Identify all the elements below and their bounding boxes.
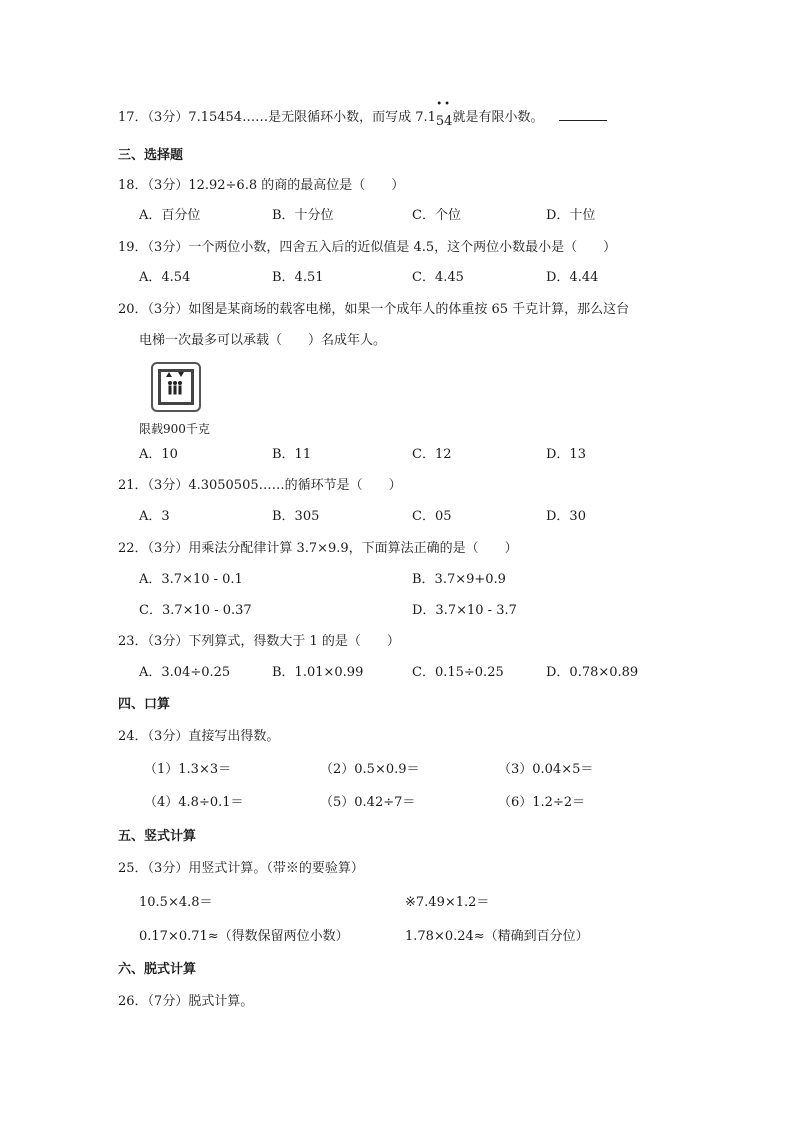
section-6-heading: 六、脱式计算	[118, 962, 197, 977]
q25-item-1: 10.5×4.8＝	[139, 895, 213, 910]
q20-option-a[interactable]: A．10	[139, 447, 178, 462]
q23-option-b[interactable]: B．1.01×0.99	[272, 665, 364, 680]
q17-text-a: 17．（3分）7.15454……是无限循环小数，而写成 7.1	[118, 110, 436, 125]
q21-option-d[interactable]: D．30	[546, 509, 586, 524]
q26-stem: 26．（7分）脱式计算。	[118, 994, 254, 1009]
q25-item-2: ※7.49×1.2＝	[405, 895, 490, 910]
q18-option-d[interactable]: D．十位	[546, 208, 596, 223]
q19-stem: 19．（3分）一个两位小数，四舍五入后的近似值是 4.5，这个两位小数最小是（ ）	[118, 240, 617, 255]
q25-stem: 25．（3分）用竖式计算。（带※的要验算）	[118, 861, 364, 876]
q20-stem-line2: 电梯一次最多可以承载（ ）名成年人。	[139, 333, 387, 348]
q19-option-b[interactable]: B．4.51	[272, 270, 324, 285]
repeating-digits	[435, 99, 453, 129]
q18-option-a[interactable]: A．百分位	[139, 208, 201, 223]
q23-stem: 23．（3分）下列算式，得数大于 1 的是（ ）	[118, 634, 400, 649]
q21-option-c[interactable]: C．05	[412, 509, 452, 524]
q21-option-b[interactable]: B．305	[272, 509, 320, 524]
q17-answer-blank[interactable]	[559, 108, 607, 121]
elevator-caption: 限载900千克	[139, 422, 210, 436]
section-5-heading: 五、竖式计算	[118, 829, 197, 844]
q24-item-3: （3）0.04×5＝	[498, 762, 594, 777]
q22-option-b[interactable]: B．3.7×9+0.9	[412, 572, 506, 587]
elevator-icon	[151, 362, 201, 412]
q20-option-d[interactable]: D．13	[546, 447, 586, 462]
q24-stem: 24．（3分）直接写出得数。	[118, 729, 280, 744]
section-4-heading: 四、口算	[118, 697, 171, 712]
q24-item-1: （1）1.3×3＝	[144, 762, 232, 777]
q24-item-4: （4）4.8÷0.1＝	[144, 795, 244, 810]
q24-item-5: （5）0.42÷7＝	[320, 795, 416, 810]
q22-option-c[interactable]: C．3.7×10 - 0.37	[139, 603, 252, 618]
q23-option-c[interactable]: C．0.15÷0.25	[412, 665, 504, 680]
q18-option-b[interactable]: B．十分位	[272, 208, 334, 223]
q20-option-c[interactable]: C．12	[412, 447, 452, 462]
q23-option-d[interactable]: D．0.78×0.89	[546, 665, 639, 680]
q24-item-6: （6）1.2÷2＝	[498, 795, 586, 810]
question-17	[118, 99, 607, 129]
q19-option-c[interactable]: C．4.45	[412, 270, 464, 285]
q22-stem: 22．（3分）用乘法分配律计算 3.7×9.9，下面算法正确的是（ ）	[118, 541, 518, 556]
repeat-digits-text: 54	[435, 114, 453, 129]
q21-stem: 21．（3分）4.3050505……的循环节是（ ）	[118, 478, 402, 493]
q25-item-4: 1.78×0.24≈（精确到百分位）	[405, 929, 589, 944]
q17-text-b: 就是有限小数。	[452, 110, 544, 125]
q20-stem-line1: 20．（3分）如图是某商场的载客电梯，如果一个成年人的体重按 65 千克计算，那么这台	[118, 302, 630, 317]
section-3-heading: 三、选择题	[118, 148, 184, 163]
q23-option-a[interactable]: A．3.04÷0.25	[139, 665, 231, 680]
q19-option-a[interactable]: A．4.54	[139, 270, 191, 285]
q22-option-a[interactable]: A．3.7×10 - 0.1	[139, 572, 243, 587]
q19-option-d[interactable]: D．4.44	[546, 270, 599, 285]
q25-item-3: 0.17×0.71≈（得数保留两位小数）	[139, 929, 349, 944]
q18-option-c[interactable]: C．个位	[412, 208, 461, 223]
q18-stem: 18．（3分）12.92÷6.8 的商的最高位是（ ）	[118, 178, 405, 193]
q22-option-d[interactable]: D．3.7×10 - 3.7	[412, 603, 517, 618]
q21-option-a[interactable]: A．3	[139, 509, 170, 524]
q24-item-2: （2）0.5×0.9＝	[320, 762, 420, 777]
q20-option-b[interactable]: B．11	[272, 447, 312, 462]
repeat-dots: ••	[436, 99, 453, 110]
